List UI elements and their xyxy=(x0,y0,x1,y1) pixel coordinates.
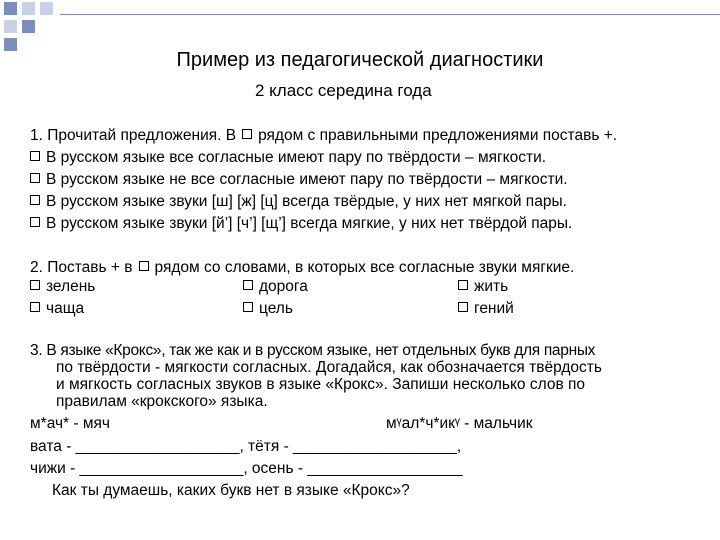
task3-example: м*ач* - мяч xyxy=(30,415,110,432)
task3-question: Как ты думаешь, каких букв нет в языке «Крокс»? xyxy=(52,482,410,499)
checkbox-icon[interactable] xyxy=(30,195,40,205)
top-rule xyxy=(60,14,720,15)
checkbox-icon[interactable] xyxy=(30,173,40,183)
checkbox-icon[interactable] xyxy=(243,302,253,312)
task3-text: правилам «крокского» языка. xyxy=(56,393,268,410)
task2-word: цель xyxy=(243,299,293,319)
task3-example: мᵞал*ч*икᵞ - мальчик xyxy=(386,415,533,432)
task1-intro: 1. Прочитай предложения. В рядом с правильными предложениями поставь +. xyxy=(30,127,618,144)
checkbox-icon xyxy=(139,261,149,271)
task1-item: В русском языке звуки [ш] [ж] [ц] всегда твёрдые, у них нет мягкой пары. xyxy=(30,192,567,212)
task2-word: гений xyxy=(458,299,514,319)
task3-text: 3. В языке «Крокс», так же как и в русском языке, нет отдельных букв для парных xyxy=(30,342,596,359)
task2-word: жить xyxy=(458,277,508,297)
task2-word: дорога xyxy=(243,277,308,297)
page-subtitle: 2 класс середина года xyxy=(255,81,432,100)
task3-fill-line[interactable]: чижи - ___________________, осень - __________________ xyxy=(30,460,463,477)
checkbox-icon[interactable] xyxy=(30,217,40,227)
page-title: Пример из педагогической диагностики xyxy=(176,49,544,71)
task3-text: и мягкость согласных звуков в языке «Крокс». Запиши несколько слов по xyxy=(56,376,586,393)
task1-item: В русском языке все согласные имеют пару по твёрдости – мягкости. xyxy=(30,148,546,168)
task3-text: по твёрдости - мягкости согласных. Догадайся, как обозначается твёрдость xyxy=(56,359,602,376)
corner-decoration xyxy=(0,0,60,40)
task1-item: В русском языке не все согласные имеют пару по твёрдости – мягкости. xyxy=(30,170,568,190)
task1-item: В русском языке звуки [й’] [ч’] [щ’] всегда мягкие, у них нет твёрдой пары. xyxy=(30,214,572,234)
checkbox-icon[interactable] xyxy=(30,280,40,290)
task2-word: зелень xyxy=(30,277,95,297)
checkbox-icon xyxy=(242,129,252,139)
checkbox-icon[interactable] xyxy=(458,302,468,312)
task2-word: чаща xyxy=(30,299,84,319)
task2-intro: 2. Поставь + в рядом со словами, в которых все согласные звуки мягкие. xyxy=(30,259,575,276)
task3-fill-line[interactable]: вата - ___________________, тётя - ___________________, xyxy=(30,438,462,455)
checkbox-icon[interactable] xyxy=(30,151,40,161)
checkbox-icon[interactable] xyxy=(243,280,253,290)
checkbox-icon[interactable] xyxy=(30,302,40,312)
checkbox-icon[interactable] xyxy=(458,280,468,290)
